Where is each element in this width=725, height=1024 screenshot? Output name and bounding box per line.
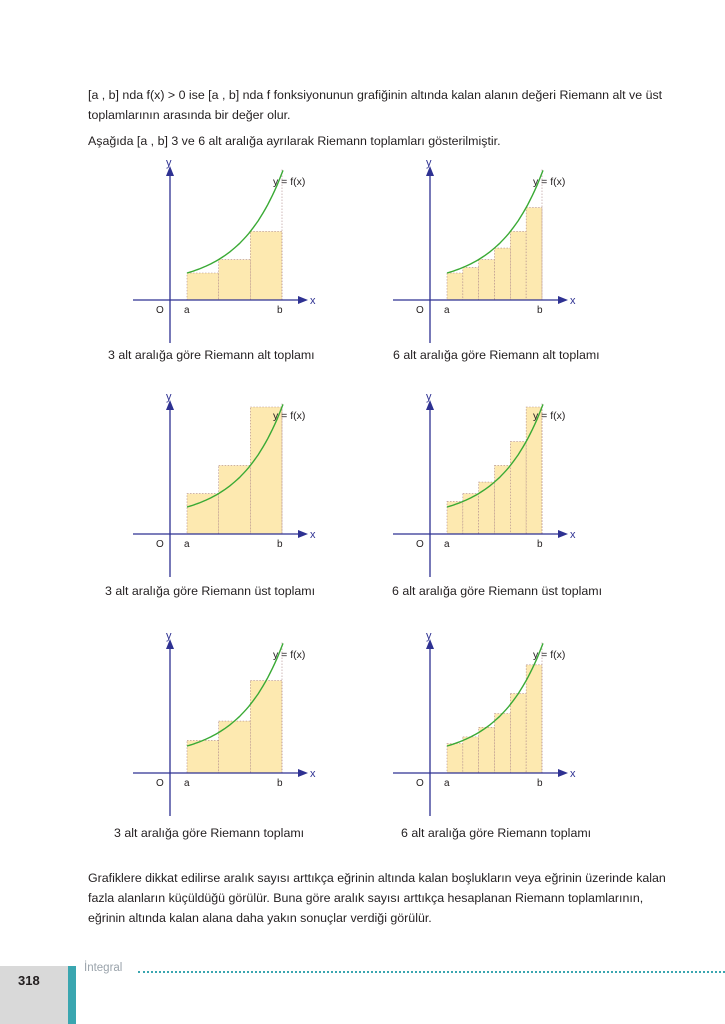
y-axis-label: y [426, 157, 432, 169]
riemann-rectangle [479, 727, 495, 773]
x-axis-label: x [570, 768, 576, 780]
x-axis-arrow-icon [558, 530, 568, 538]
b-label: b [537, 539, 543, 550]
riemann-rectangle [447, 273, 463, 300]
origin-label: O [156, 539, 164, 550]
riemann-rectangle [250, 681, 282, 773]
origin-label: O [156, 305, 164, 316]
y-axis-label: y [166, 157, 172, 169]
riemann-rectangle [463, 494, 479, 534]
intro-paragraph: [a , b] nda f(x) > 0 ise [a , b] nda f fonksiyonunun grafiğinin altında kalan alanın değeri Riemann alt ve üst toplamlarının arasında bir değer olur. [88, 88, 663, 122]
origin-label: O [416, 305, 424, 316]
y-axis-label: y [166, 391, 172, 403]
riemann-rectangle [187, 740, 219, 773]
riemann-lower-sum-6-graph [385, 155, 585, 350]
riemann-rectangle [219, 260, 251, 300]
x-axis-arrow-icon [558, 296, 568, 304]
a-label: a [444, 778, 450, 789]
x-axis-label: x [310, 529, 316, 541]
curve-label: y = f(x) [533, 410, 566, 422]
riemann-rectangle [463, 737, 479, 773]
riemann-rectangle [447, 743, 463, 773]
riemann-rectangle [187, 273, 219, 300]
riemann-upper-sum-6-graph [385, 389, 585, 584]
y-axis-label: y [426, 391, 432, 403]
x-axis-label: x [310, 768, 316, 780]
riemann-upper-sum-3-graph [125, 389, 325, 584]
y-axis-label: y [166, 630, 172, 642]
origin-label: O [156, 778, 164, 789]
figure-caption: 3 alt aralığa göre Riemann üst toplamı [105, 584, 316, 598]
riemann-rectangle [479, 260, 495, 300]
figure-caption: 6 alt aralığa göre Riemann toplamı [401, 826, 592, 840]
riemann-rectangle [526, 208, 542, 300]
figure-caption: 3 alt aralığa göre Riemann toplamı [114, 826, 305, 840]
riemann-rectangle [510, 694, 526, 773]
y-axis-label: y [426, 630, 432, 642]
a-label: a [444, 305, 450, 316]
riemann-sum-6-graph [385, 628, 585, 823]
riemann-lower-sum-3-graph [125, 155, 325, 350]
b-label: b [537, 305, 543, 316]
riemann-rectangle [219, 465, 251, 534]
figure-caption: 3 alt aralığa göre Riemann alt toplamı [108, 348, 315, 362]
x-axis-label: x [310, 295, 316, 307]
curve-label: y = f(x) [533, 176, 566, 188]
riemann-rectangle [250, 231, 282, 300]
x-axis-label: x [570, 529, 576, 541]
origin-label: O [416, 539, 424, 550]
figure-caption: 6 alt aralığa göre Riemann üst toplamı [392, 584, 603, 598]
footer-dotted-rule [138, 971, 725, 973]
riemann-rectangle [250, 407, 282, 534]
b-label: b [277, 539, 283, 550]
riemann-rectangle [526, 665, 542, 773]
x-axis-label: x [570, 295, 576, 307]
curve-label: y = f(x) [273, 176, 306, 188]
riemann-rectangle [463, 267, 479, 300]
riemann-rectangle [495, 465, 511, 534]
footer-section-label: İntegral [84, 962, 123, 974]
conclusion-paragraph: Grafiklere dikkat edilirse aralık sayısı arttıkça eğrinin altında kalan boşlukların veya eğrinin üzerinde kalan fazla alanların küçüldüğü görülür. Buna göre aralık sayısı arttıkça hesaplanan Riemann toplamlarının, eğrinin altında kalan alana daha yakın sonuçlar verdiği görülür. [88, 871, 666, 925]
curve-label: y = f(x) [273, 410, 306, 422]
riemann-sum-3-graph [125, 628, 325, 823]
riemann-rectangle [495, 713, 511, 773]
figure-caption: 6 alt aralığa göre Riemann alt toplamı [393, 348, 600, 362]
a-label: a [184, 305, 190, 316]
curve-label: y = f(x) [273, 649, 306, 661]
b-label: b [537, 778, 543, 789]
origin-label: O [416, 778, 424, 789]
riemann-rectangle [495, 248, 511, 300]
footer-accent-bar [68, 966, 76, 1024]
b-label: b [277, 778, 283, 789]
x-axis-arrow-icon [298, 769, 308, 777]
a-label: a [184, 778, 190, 789]
riemann-rectangle [479, 482, 495, 534]
x-axis-arrow-icon [298, 530, 308, 538]
a-label: a [184, 539, 190, 550]
riemann-rectangle [187, 494, 219, 534]
b-label: b [277, 305, 283, 316]
intro-subtitle: Aşağıda [a , b] 3 ve 6 alt aralığa ayrılarak Riemann toplamları gösterilmiştir. [88, 134, 501, 148]
a-label: a [444, 539, 450, 550]
x-axis-arrow-icon [558, 769, 568, 777]
riemann-rectangle [510, 231, 526, 300]
page-number: 318 [18, 973, 40, 988]
curve-label: y = f(x) [533, 649, 566, 661]
x-axis-arrow-icon [298, 296, 308, 304]
